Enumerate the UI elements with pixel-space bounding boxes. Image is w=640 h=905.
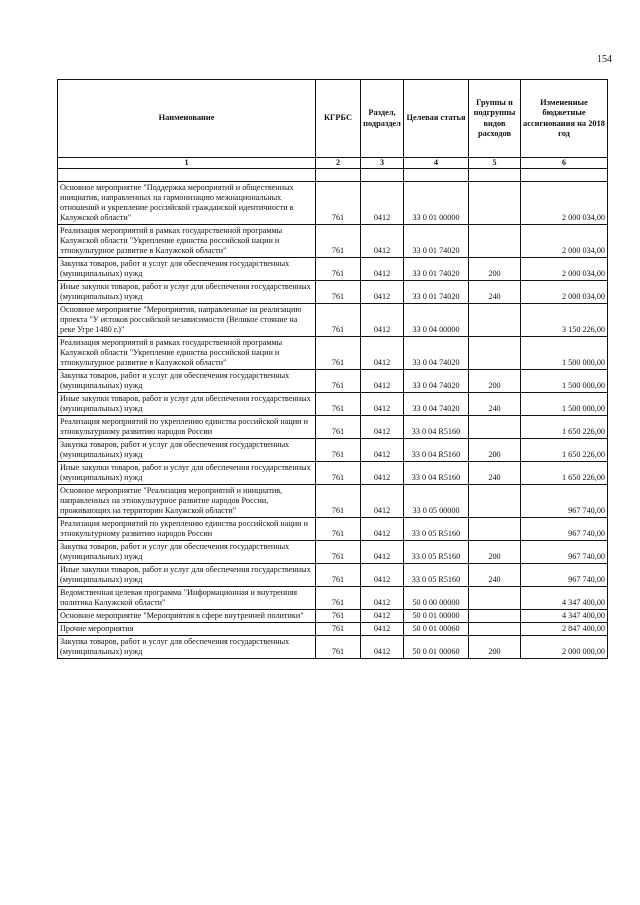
row-kgrbs: 761 bbox=[316, 439, 361, 462]
row-article: 33 0 04 R5160 bbox=[404, 416, 469, 439]
row-razdel: 0412 bbox=[361, 610, 404, 623]
table-row bbox=[58, 636, 608, 659]
row-kgrbs: 761 bbox=[316, 623, 361, 636]
header-row bbox=[58, 80, 608, 158]
row-kgrbs: 761 bbox=[316, 182, 361, 225]
row-article: 33 0 01 74020 bbox=[404, 258, 469, 281]
row-razdel: 0412 bbox=[361, 587, 404, 610]
row-group bbox=[469, 518, 521, 541]
column-number: 3 bbox=[361, 158, 404, 169]
row-razdel: 0412 bbox=[361, 518, 404, 541]
row-name: Основное мероприятие "Поддержка мероприятий и общественных инициатив, направленных на гармонизацию межнациональных отношений и укрепление российской гражданской идентичности в Калужской области" bbox=[58, 182, 316, 225]
page-number: 154 bbox=[597, 54, 612, 65]
row-name: Иные закупки товаров, работ и услуг для обеспечения государственных (муниципальных) нужд bbox=[58, 393, 316, 416]
row-group bbox=[469, 304, 521, 337]
table-row bbox=[58, 393, 608, 416]
row-article: 33 0 04 00000 bbox=[404, 304, 469, 337]
row-name: Прочие мероприятия bbox=[58, 623, 316, 636]
row-amount: 967 740,00 bbox=[521, 518, 608, 541]
row-group bbox=[469, 182, 521, 225]
header-kgrbs: КГРБС bbox=[316, 80, 361, 158]
column-number-row bbox=[58, 158, 608, 169]
table-row bbox=[58, 462, 608, 485]
row-name: Иные закупки товаров, работ и услуг для обеспечения государственных (муниципальных) нужд bbox=[58, 564, 316, 587]
table-row bbox=[58, 541, 608, 564]
row-article: 33 0 05 00000 bbox=[404, 485, 469, 518]
row-razdel: 0412 bbox=[361, 462, 404, 485]
row-amount: 2 847 400,00 bbox=[521, 623, 608, 636]
row-amount: 2 000 034,00 bbox=[521, 258, 608, 281]
row-article: 33 0 01 74020 bbox=[404, 281, 469, 304]
row-group: 240 bbox=[469, 281, 521, 304]
row-group bbox=[469, 485, 521, 518]
row-kgrbs: 761 bbox=[316, 636, 361, 659]
row-group: 240 bbox=[469, 393, 521, 416]
column-number: 5 bbox=[469, 158, 521, 169]
row-kgrbs: 761 bbox=[316, 225, 361, 258]
row-article: 50 0 01 00060 bbox=[404, 636, 469, 659]
row-kgrbs: 761 bbox=[316, 541, 361, 564]
row-amount: 4 347 400,00 bbox=[521, 587, 608, 610]
column-number: 6 bbox=[521, 158, 608, 169]
row-article: 33 0 05 R5160 bbox=[404, 541, 469, 564]
table-row bbox=[58, 564, 608, 587]
row-kgrbs: 761 bbox=[316, 462, 361, 485]
row-amount: 1 650 226,00 bbox=[521, 462, 608, 485]
row-amount: 1 650 226,00 bbox=[521, 439, 608, 462]
row-name: Основное мероприятие "Мероприятия, направленные на реализацию проекта "У истоков российской независимости (Великое стояние на реке Угре 1480 г.)" bbox=[58, 304, 316, 337]
header-razdel: Раздел, подраздел bbox=[361, 80, 404, 158]
row-name: Реализация мероприятий в рамках государственной программы Калужской области "Укрепление единства российской нации и этнокультурное развитие в Калужской области" bbox=[58, 225, 316, 258]
row-name: Ведомственная целевая программа "Информационная и внутренняя политика Калужской области" bbox=[58, 587, 316, 610]
row-name: Реализация мероприятий в рамках государственной программы Калужской области "Укрепление единства российской нации и этнокультурное развитие в Калужской области" bbox=[58, 337, 316, 370]
row-kgrbs: 761 bbox=[316, 485, 361, 518]
row-razdel: 0412 bbox=[361, 439, 404, 462]
row-razdel: 0412 bbox=[361, 370, 404, 393]
row-amount: 967 740,00 bbox=[521, 541, 608, 564]
table-row bbox=[58, 337, 608, 370]
row-razdel: 0412 bbox=[361, 541, 404, 564]
column-number: 2 bbox=[316, 158, 361, 169]
header-article: Целевая статья bbox=[404, 80, 469, 158]
row-name: Закупка товаров, работ и услуг для обеспечения государственных (муниципальных) нужд bbox=[58, 636, 316, 659]
row-kgrbs: 761 bbox=[316, 610, 361, 623]
row-amount: 1 500 000,00 bbox=[521, 370, 608, 393]
row-article: 50 0 01 00060 bbox=[404, 623, 469, 636]
header-group: Группы и подгруппы видов расходов bbox=[469, 80, 521, 158]
table-row bbox=[58, 485, 608, 518]
row-razdel: 0412 bbox=[361, 337, 404, 370]
table-row bbox=[58, 518, 608, 541]
row-group: 240 bbox=[469, 564, 521, 587]
row-group bbox=[469, 587, 521, 610]
row-article: 33 0 04 74020 bbox=[404, 370, 469, 393]
row-article: 33 0 04 R5160 bbox=[404, 462, 469, 485]
row-kgrbs: 761 bbox=[316, 337, 361, 370]
header-name: Наименование bbox=[58, 80, 316, 158]
row-kgrbs: 761 bbox=[316, 518, 361, 541]
table-row bbox=[58, 416, 608, 439]
column-number: 4 bbox=[404, 158, 469, 169]
row-razdel: 0412 bbox=[361, 623, 404, 636]
table-row bbox=[58, 587, 608, 610]
header-amount: Измененные бюджетные ассигнования на 2018 год bbox=[521, 80, 608, 158]
row-article: 33 0 05 R5160 bbox=[404, 518, 469, 541]
row-razdel: 0412 bbox=[361, 182, 404, 225]
row-razdel: 0412 bbox=[361, 393, 404, 416]
row-kgrbs: 761 bbox=[316, 393, 361, 416]
table-row bbox=[58, 281, 608, 304]
table-row bbox=[58, 439, 608, 462]
row-razdel: 0412 bbox=[361, 416, 404, 439]
row-razdel: 0412 bbox=[361, 485, 404, 518]
row-group bbox=[469, 225, 521, 258]
row-article: 33 0 01 74020 bbox=[404, 225, 469, 258]
row-group bbox=[469, 610, 521, 623]
row-group bbox=[469, 416, 521, 439]
row-article: 50 0 00 00000 bbox=[404, 587, 469, 610]
table-row bbox=[58, 225, 608, 258]
row-group: 200 bbox=[469, 636, 521, 659]
row-name: Иные закупки товаров, работ и услуг для обеспечения государственных (муниципальных) нужд bbox=[58, 281, 316, 304]
row-group: 200 bbox=[469, 439, 521, 462]
row-name: Закупка товаров, работ и услуг для обеспечения государственных (муниципальных) нужд bbox=[58, 370, 316, 393]
table-row bbox=[58, 258, 608, 281]
row-group: 240 bbox=[469, 462, 521, 485]
row-name: Основное мероприятие "Мероприятия в сфере внутренней политики" bbox=[58, 610, 316, 623]
row-article: 33 0 04 R5160 bbox=[404, 439, 469, 462]
table-row bbox=[58, 304, 608, 337]
row-amount: 2 000 034,00 bbox=[521, 281, 608, 304]
spacer-row bbox=[58, 169, 608, 182]
row-name: Закупка товаров, работ и услуг для обеспечения государственных (муниципальных) нужд bbox=[58, 258, 316, 281]
row-article: 33 0 04 74020 bbox=[404, 337, 469, 370]
row-name: Иные закупки товаров, работ и услуг для обеспечения государственных (муниципальных) нужд bbox=[58, 462, 316, 485]
row-group bbox=[469, 337, 521, 370]
row-article: 50 0 01 00000 bbox=[404, 610, 469, 623]
row-amount: 2 000 034,00 bbox=[521, 225, 608, 258]
row-article: 33 0 05 R5160 bbox=[404, 564, 469, 587]
row-amount: 967 740,00 bbox=[521, 564, 608, 587]
row-amount: 4 347 400,00 bbox=[521, 610, 608, 623]
row-amount: 1 650 226,00 bbox=[521, 416, 608, 439]
table-row bbox=[58, 623, 608, 636]
row-kgrbs: 761 bbox=[316, 258, 361, 281]
row-razdel: 0412 bbox=[361, 281, 404, 304]
row-group: 200 bbox=[469, 370, 521, 393]
row-razdel: 0412 bbox=[361, 304, 404, 337]
row-name: Реализация мероприятий по укреплению единства российской нации и этнокультурному развитию народов России bbox=[58, 416, 316, 439]
row-amount: 1 500 000,00 bbox=[521, 393, 608, 416]
row-amount: 1 500 000,00 bbox=[521, 337, 608, 370]
table-row bbox=[58, 370, 608, 393]
row-amount: 967 740,00 bbox=[521, 485, 608, 518]
row-name: Реализация мероприятий по укреплению единства российской нации и этнокультурному развитию народов России bbox=[58, 518, 316, 541]
row-article: 33 0 04 74020 bbox=[404, 393, 469, 416]
table-body bbox=[58, 169, 608, 659]
row-amount: 2 000 034,00 bbox=[521, 182, 608, 225]
row-kgrbs: 761 bbox=[316, 564, 361, 587]
row-group bbox=[469, 623, 521, 636]
row-razdel: 0412 bbox=[361, 225, 404, 258]
row-razdel: 0412 bbox=[361, 258, 404, 281]
table-row bbox=[58, 610, 608, 623]
table-row bbox=[58, 182, 608, 225]
row-kgrbs: 761 bbox=[316, 416, 361, 439]
row-name: Закупка товаров, работ и услуг для обеспечения государственных (муниципальных) нужд bbox=[58, 541, 316, 564]
row-article: 33 0 01 00000 bbox=[404, 182, 469, 225]
row-amount: 2 000 000,00 bbox=[521, 636, 608, 659]
row-kgrbs: 761 bbox=[316, 587, 361, 610]
row-kgrbs: 761 bbox=[316, 281, 361, 304]
row-name: Закупка товаров, работ и услуг для обеспечения государственных (муниципальных) нужд bbox=[58, 439, 316, 462]
row-name: Основное мероприятие "Реализация мероприятий и инициатив, направленных на этнокультурное развитие народов России, проживающих на территории Калужской области" bbox=[58, 485, 316, 518]
row-kgrbs: 761 bbox=[316, 304, 361, 337]
row-group: 200 bbox=[469, 541, 521, 564]
row-razdel: 0412 bbox=[361, 636, 404, 659]
row-razdel: 0412 bbox=[361, 564, 404, 587]
budget-table bbox=[57, 79, 608, 659]
row-group: 200 bbox=[469, 258, 521, 281]
row-kgrbs: 761 bbox=[316, 370, 361, 393]
row-amount: 3 150 226,00 bbox=[521, 304, 608, 337]
column-number: 1 bbox=[58, 158, 316, 169]
